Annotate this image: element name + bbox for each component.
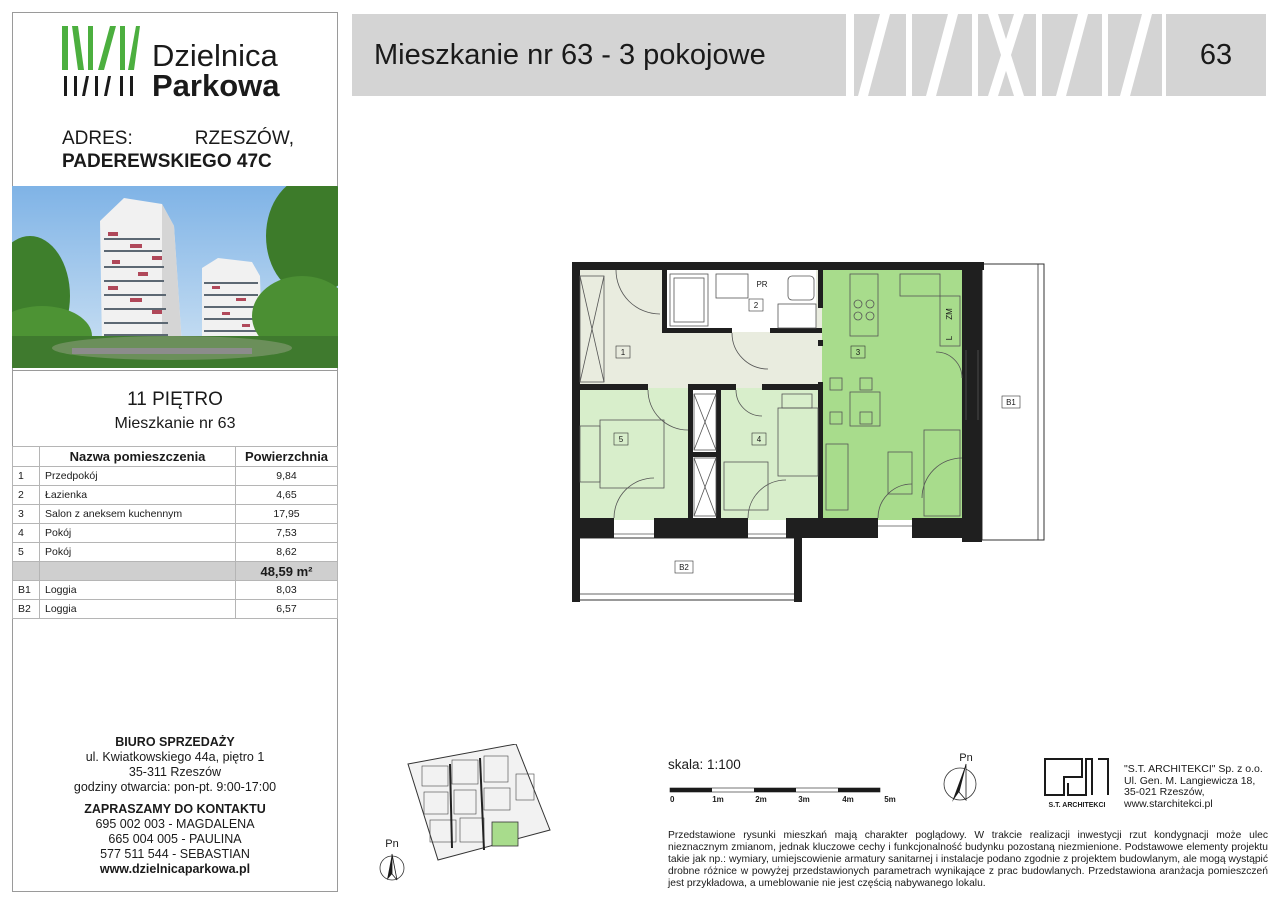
architect-website-link[interactable]: www.starchitekci.pl [1124, 797, 1213, 810]
room-name: Przedpokój [40, 467, 236, 486]
scale-tick: 4m [842, 795, 854, 804]
label-b1: B1 [1006, 398, 1016, 407]
floor-label: 11 PIĘTRO [127, 389, 223, 410]
scale-tick: 1m [712, 795, 724, 804]
north-label: Pn [385, 838, 399, 850]
room-number: 2 [13, 486, 40, 505]
sales-office-block [12, 735, 338, 877]
scale-tick: 5m [884, 795, 896, 804]
contact-title: ZAPRASZAMY DO KONTAKTU [84, 802, 266, 816]
scale-tick: 0 [670, 795, 675, 804]
decorative-stripes-icon [848, 14, 1162, 96]
room-3-living [822, 270, 962, 520]
scale-label: skala: 1:100 [668, 757, 741, 772]
room-number: B1 [13, 581, 40, 600]
table-header [13, 447, 338, 467]
room-area: 17,95 [236, 505, 338, 524]
col-area-header: Powierzchnia [236, 447, 338, 467]
table-row [13, 543, 338, 562]
room-name: Pokój [40, 543, 236, 562]
address-line [62, 128, 294, 150]
table-row [13, 467, 338, 486]
logo-caption: S.T. ARCHITEKCI [1048, 802, 1106, 809]
building-render-image [12, 186, 338, 368]
table-row [13, 505, 338, 524]
room-number: 5 [13, 543, 40, 562]
room-5 [576, 388, 692, 520]
room-number: B2 [13, 600, 40, 619]
sales-postcode-line: 35-311 Rzeszów [128, 765, 222, 779]
website-link[interactable]: www.dzielnicaparkowa.pl [99, 862, 251, 876]
room-area: 8,62 [236, 543, 338, 562]
architect-line: "S.T. ARCHITEKCI" Sp. z o.o. [1124, 763, 1263, 775]
total-row [13, 562, 338, 581]
sales-address-line: ul. Kwiatkowskiego 44a, piętro 1 [85, 750, 265, 764]
scale-tick: 2m [755, 795, 767, 804]
sales-title: BIURO SPRZEDAŻY [115, 735, 235, 749]
label-pr: PR [756, 280, 768, 289]
label-zm: ZM [945, 308, 954, 320]
st-architekci-logo-icon [1042, 757, 1112, 809]
architect-line: 35-021 Rzeszów, [1124, 786, 1205, 798]
room-area: 6,57 [236, 600, 338, 619]
brand-name-line1: Dzielnica [152, 38, 278, 73]
north-arrow-icon [376, 836, 408, 884]
room-2-bathroom [666, 270, 816, 332]
room-name: Loggia [40, 581, 236, 600]
phone-contact[interactable]: 665 004 005 - PAULINA [108, 832, 242, 846]
floor-plan [568, 258, 1048, 604]
label-l: L [945, 335, 954, 341]
room-area: 4,65 [236, 486, 338, 505]
phone-contact[interactable]: 695 002 003 - MAGDALENA [95, 817, 255, 831]
total-area: 48,59 m² [236, 562, 338, 581]
dzielnica-parkowa-logo-icon [62, 26, 140, 98]
room-name: Loggia [40, 600, 236, 619]
room-area: 9,84 [236, 467, 338, 486]
page-title: Mieszkanie nr 63 - 3 pokojowe [374, 39, 766, 71]
apartment-label: Mieszkanie nr 63 [114, 415, 236, 432]
disclaimer-text: Przedstawione rysunki mieszkań mają charakter poglądowy. W trakcie realizacji inwestycji rzut kondygnacji może ulec nieznacznym zmianom, jednak kluczowe cechy i funkcjonalność budynku pozostaną niezmienione. Podstawowe elementy projektu takie jak np.: wymiary, umiejscowienie armatury sanitarnej i instalacje podano zgodnie z projektem budowlanym, ale mogą wystąpić drobne różnice w powyżej przedstawionych parametrach wynikające z prac budowlanych. Przedstawiona aranżacja pomieszczeń jest przykładowa, a umeblowanie nie jest częścią nabywanego lokalu. [668, 830, 1268, 889]
scale-bar [668, 786, 898, 806]
address-street: PADEREWSKIEGO 47C [62, 151, 272, 172]
table-row [13, 581, 338, 600]
divider [12, 370, 338, 371]
room-area: 7,53 [236, 524, 338, 543]
col-name-header: Nazwa pomieszczenia [40, 447, 236, 467]
architect-info [1124, 764, 1263, 810]
room-name: Pokój [40, 524, 236, 543]
room-number: 4 [13, 524, 40, 543]
label-room-3: 3 [855, 348, 861, 357]
label-room-4: 4 [756, 435, 762, 444]
rooms-table [12, 446, 338, 619]
table-row [13, 600, 338, 619]
address-label: ADRES: [62, 128, 133, 149]
label-room-1: 1 [620, 348, 626, 357]
north-label: Pn [959, 752, 973, 764]
room-number: 3 [13, 505, 40, 524]
address-city: RZESZÓW, [194, 128, 294, 149]
label-b2: B2 [679, 563, 689, 572]
room-number: 1 [13, 467, 40, 486]
scale-tick: 3m [798, 795, 810, 804]
sales-hours-line: godziny otwarcia: pon-pt. 9:00-17:00 [73, 780, 277, 794]
north-arrow-icon [936, 750, 984, 806]
architect-line: Ul. Gen. M. Langiewicza 18, [1124, 774, 1256, 787]
label-room-2: 2 [753, 301, 759, 310]
room-name: Salon z aneksem kuchennym [40, 505, 236, 524]
table-row [13, 524, 338, 543]
label-room-5: 5 [618, 435, 624, 444]
site-plan-map [404, 744, 554, 864]
table-row [13, 486, 338, 505]
brand-name-line2: Parkowa [152, 68, 280, 103]
apartment-number-badge: 63 [1166, 14, 1266, 96]
room-name: Łazienka [40, 486, 236, 505]
room-area: 8,03 [236, 581, 338, 600]
phone-contact[interactable]: 577 511 544 - SEBASTIAN [100, 847, 250, 861]
